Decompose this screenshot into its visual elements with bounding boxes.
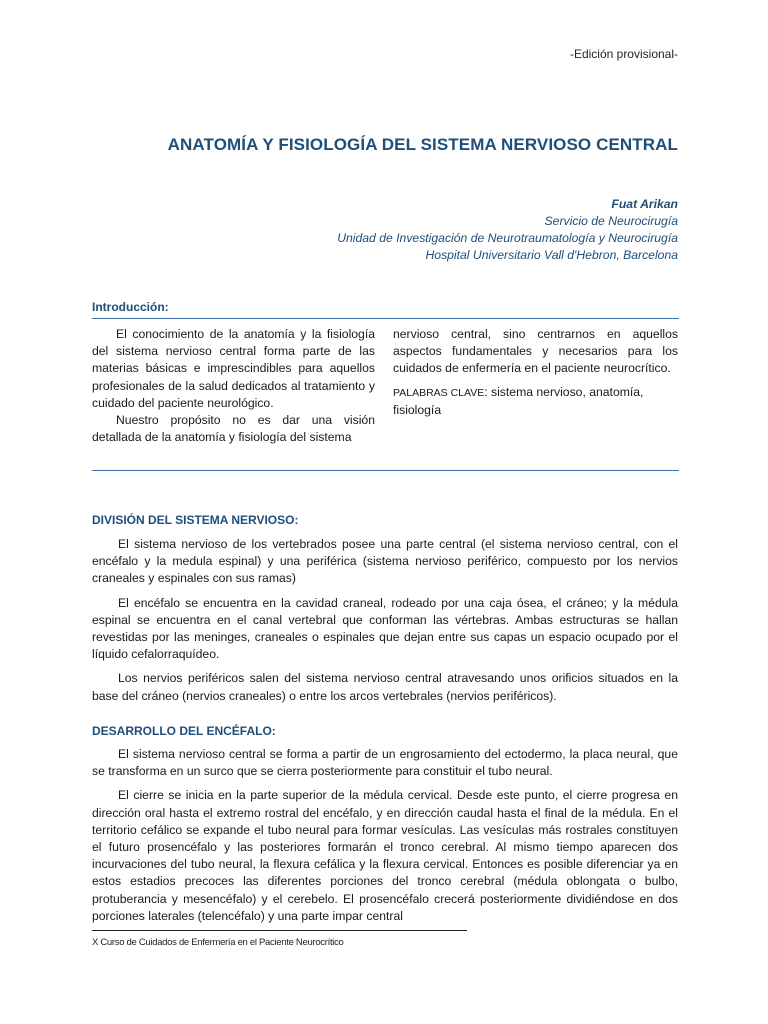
- section-heading-division: DIVISIÓN DEL SISTEMA NERVIOSO:: [92, 513, 299, 527]
- section-division-body: [92, 536, 678, 712]
- abstract-paragraph: El conocimiento de la anatomía y la fisiología del sistema nervioso central forma parte de las materias básicas e imprescindibles para aquellos profesionales de la salud dedicados al tratamiento y cuidado del paciente neurológico.: [92, 327, 375, 410]
- abstract-top-rule: [92, 318, 679, 319]
- abstract-bottom-rule: [92, 470, 679, 471]
- abstract-paragraph: Nuestro propósito no es dar una visión detallada de la anatomía y fisiología del sistema: [92, 413, 375, 445]
- footer-rule: [92, 930, 467, 931]
- intro-heading: Introducción:: [92, 300, 169, 314]
- abstract-left-column: [92, 326, 375, 446]
- document-title: ANATOMÍA Y FISIOLOGÍA DEL SISTEMA NERVIOSO CENTRAL: [167, 135, 678, 154]
- body-paragraph: El cierre se inicia en la parte superior de la médula cervical. Desde este punto, el cierre progresa en dirección oral hasta el extremo rostral del encéfalo, y en dirección caudal hasta el final de la médula. En el territorio cefálico se expande el tubo neural para formar vesículas. Las vesículas más rostrales constituyen el futuro prosencéfalo y las posteriores formarán el tronco cerebral. Al mismo tiempo aparecen dos incurvaciones del tubo neural, la flexura cefálica y la flexura cervical. Entonces es posible diferenciar ya en estos estadios precoces las diferentes porciones del tronco cerebral (médula oblongata o bulbo, protuberancia y mesencéfalo) y el cerebelo. El prosencéfalo crecerá posteriormente dividiéndose en dos porciones laterales (telencéfalo) y una parte impar central: [92, 788, 678, 923]
- keywords-text: : sistema nervioso, anatomía, fisiología: [393, 384, 644, 417]
- keywords: [393, 384, 678, 419]
- author-name: Fuat Arikan: [611, 197, 678, 211]
- abstract-paragraph: nervioso central, sino centrarnos en aquellos aspectos fundamentales y necesarios para los cuidados de enfermería en el paciente neurocrítico.: [393, 327, 678, 376]
- body-paragraph: El encéfalo se encuentra en la cavidad craneal, rodeado por una caja ósea, el cráneo; y la médula espinal se encuentra en el canal vertebral que conforman las vértebras. Ambas estructuras se hallan revestidas por las meninges, craneales o espinales que dejan entre sus capas un espacio ocupado por el líquido cefalorraquídeo.: [92, 595, 678, 662]
- section-heading-development: DESARROLLO DEL ENCÉFALO:: [92, 724, 276, 738]
- author-department: Servicio de Neurocirugía: [544, 214, 678, 228]
- author-unit: Unidad de Investigación de Neurotraumatología y Neurocirugía: [337, 231, 678, 245]
- section-development-body: [92, 746, 678, 932]
- body-paragraph: Los nervios periféricos salen del sistema nervioso central atravesando unos orificios situados en la base del cráneo (nervios craneales) o entre los arcos vertebrales (nervios periféricos).: [92, 671, 678, 703]
- author-hospital: Hospital Universitario Vall d'Hebron, Barcelona: [425, 248, 678, 262]
- abstract-right-column: [393, 326, 678, 419]
- keywords-label: PALABRAS CLAVE: [393, 386, 485, 399]
- body-paragraph: El sistema nervioso de los vertebrados posee una parte central (el sistema nervioso central, con el encéfalo y la medula espinal) y una periférica (sistema nervioso periférico, compuesto por los nervios craneales y espinales con sus ramas): [92, 537, 678, 586]
- author-block: [158, 196, 678, 264]
- footer-text: X Curso de Cuidados de Enfermería en el Paciente Neurocrítico: [92, 937, 344, 948]
- edition-label: -Edición provisional-: [569, 47, 678, 61]
- body-paragraph: El sistema nervioso central se forma a partir de un engrosamiento del ectodermo, la placa neural, que se transforma en un surco que se cierra posteriormente para constituir el tubo neural.: [92, 747, 678, 779]
